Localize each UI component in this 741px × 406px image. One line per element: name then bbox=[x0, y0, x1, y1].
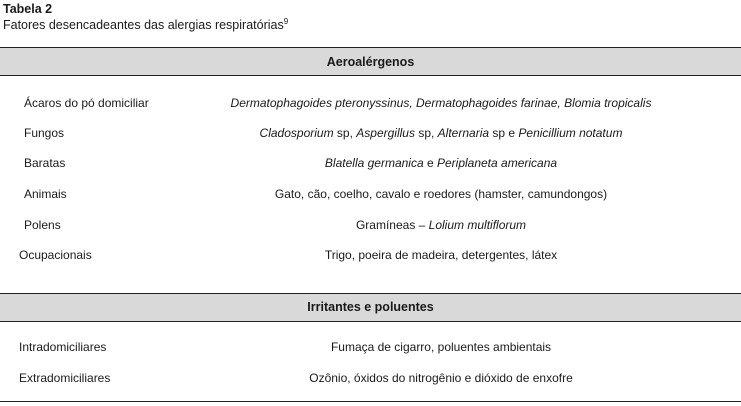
table-subtitle bbox=[3, 18, 288, 33]
table-row bbox=[0, 155, 741, 171]
description-italic-text: Dermatophagoides pteronyssinus, Dermatophagoides farinae, Blomia tropicalis bbox=[230, 96, 652, 110]
description-text: Gramíneas – bbox=[355, 218, 429, 232]
row-category: Ocupacionais bbox=[19, 248, 92, 262]
table-row bbox=[0, 247, 741, 263]
description-text: e bbox=[423, 156, 437, 170]
row-category: Fungos bbox=[24, 126, 65, 140]
row-category: Polens bbox=[24, 218, 61, 232]
description-italic-text: Blatella germanica bbox=[324, 156, 424, 170]
description-text: Ozônio, óxidos do nitrogênio e dióxido de enxofre bbox=[309, 371, 573, 385]
description-text: Gato, cão, coelho, cavalo e roedores (hamster, camundongos) bbox=[274, 187, 608, 201]
row-category: Baratas bbox=[24, 156, 66, 170]
table-subtitle-text: Fatores desencadeantes das alergias respiratórias bbox=[3, 18, 284, 32]
row-description bbox=[145, 370, 737, 386]
table-row bbox=[0, 370, 741, 386]
row-description bbox=[145, 217, 737, 233]
description-italic-text: Aspergillus bbox=[356, 126, 415, 140]
description-text: sp, bbox=[333, 126, 357, 140]
row-category: Animais bbox=[24, 187, 67, 201]
description-text: sp e bbox=[489, 126, 519, 140]
table-row bbox=[0, 95, 741, 111]
section-header-irritantes: Irritantes e poluentes bbox=[307, 300, 434, 314]
description-text: Trigo, poeira de madeira, detergentes, látex bbox=[324, 248, 558, 262]
table-row bbox=[0, 217, 741, 233]
description-italic-text: Cladosporium bbox=[259, 126, 334, 140]
description-italic-text: Lolium multiflorum bbox=[428, 218, 527, 232]
description-text: Fumaça de cigarro, poluentes ambientais bbox=[330, 340, 552, 354]
table-bottom-rule bbox=[0, 401, 741, 402]
row-description bbox=[145, 155, 737, 171]
row-category: Ácaros do pó domiciliar bbox=[24, 96, 149, 110]
description-text: sp, bbox=[414, 126, 438, 140]
row-category: Extradomiciliares bbox=[19, 371, 111, 385]
row-description bbox=[145, 186, 737, 202]
table-title: Tabela 2 bbox=[3, 2, 53, 16]
description-italic-text: Alternaria bbox=[437, 126, 490, 140]
row-category: Intradomiciliares bbox=[19, 340, 107, 354]
table-row bbox=[0, 125, 741, 141]
table-row bbox=[0, 186, 741, 202]
row-description bbox=[145, 95, 737, 111]
section-header-aeroalergenos: Aeroalérgenos bbox=[326, 55, 415, 69]
description-italic-text: Periplaneta americana bbox=[436, 156, 558, 170]
reference-superscript: 9 bbox=[283, 17, 289, 26]
row-description bbox=[145, 247, 737, 263]
row-description bbox=[145, 125, 737, 141]
description-italic-text: Penicillium notatum bbox=[518, 126, 623, 140]
row-description bbox=[145, 339, 737, 355]
table-row bbox=[0, 339, 741, 355]
